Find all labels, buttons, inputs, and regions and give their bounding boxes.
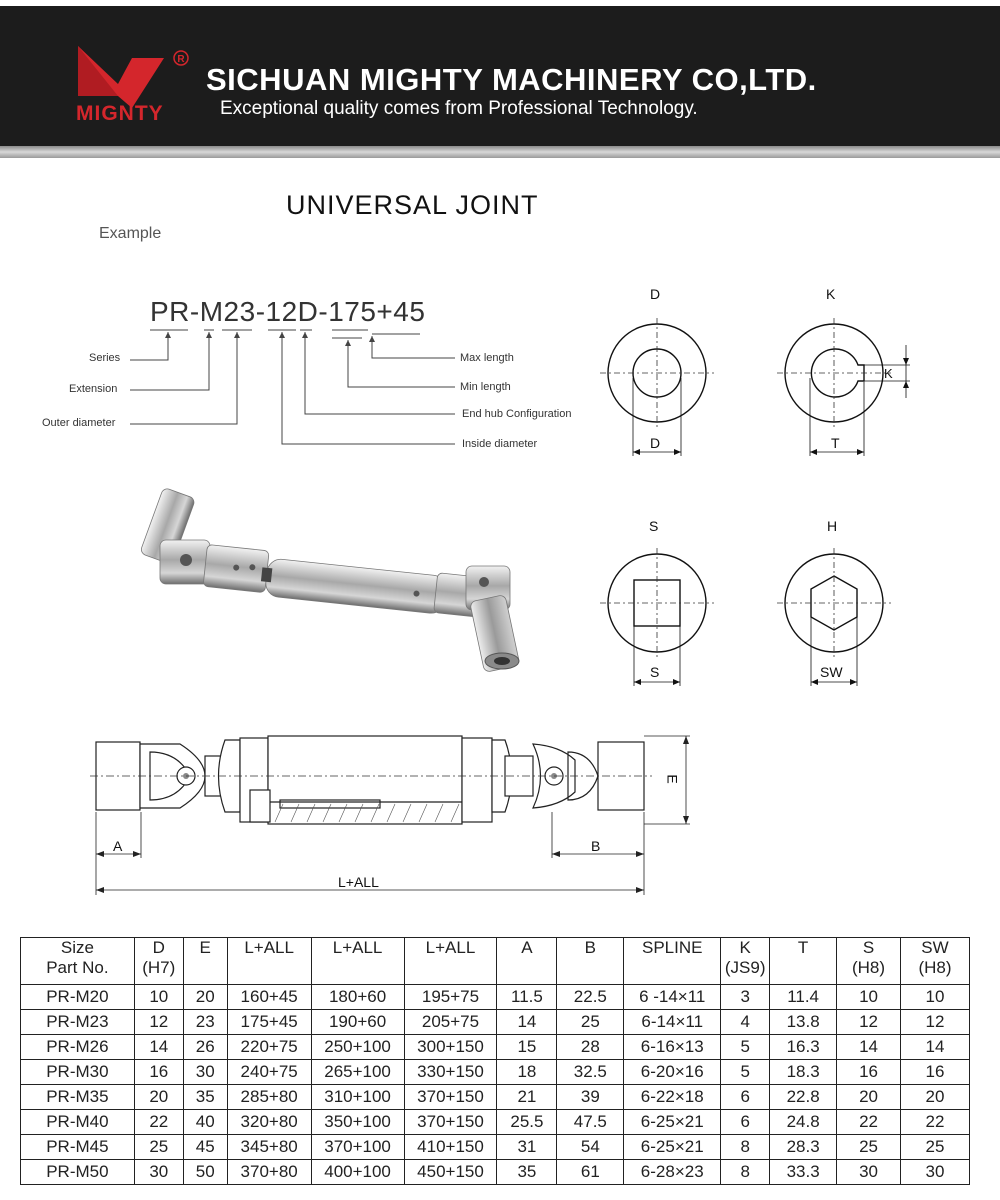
table-cell: 16.3 xyxy=(770,1035,837,1060)
label-extension: Extension xyxy=(69,383,118,395)
table-cell: 5 xyxy=(721,1035,770,1060)
header-cell: L+ALL xyxy=(227,938,311,985)
table-cell: 345+80 xyxy=(227,1135,311,1160)
table-row xyxy=(21,1060,970,1085)
header-cell: K (JS9) xyxy=(721,938,770,985)
table-cell: 6-25×21 xyxy=(624,1110,721,1135)
table-cell: 26 xyxy=(183,1035,227,1060)
table-cell: 8 xyxy=(721,1135,770,1160)
table-cell: 22.5 xyxy=(557,985,624,1010)
table-row xyxy=(21,1110,970,1135)
table-row xyxy=(21,1085,970,1110)
table-cell: 23 xyxy=(183,1010,227,1035)
table-cell: 6 -14×11 xyxy=(624,985,721,1010)
table-cell: 35 xyxy=(183,1085,227,1110)
company-name: SICHUAN MIGHTY MACHINERY CO,LTD. xyxy=(206,62,817,97)
header-cell: T xyxy=(770,938,837,985)
table-cell: 370+150 xyxy=(404,1110,497,1135)
table-cell: 16 xyxy=(900,1060,969,1085)
part-number-cell: PR-M50 xyxy=(21,1160,135,1185)
drawing-label-length: L+ALL xyxy=(338,874,379,890)
header-divider xyxy=(0,146,1000,158)
table-cell: 20 xyxy=(900,1085,969,1110)
table-cell: 285+80 xyxy=(227,1085,311,1110)
table-cell: 22 xyxy=(134,1110,183,1135)
part-number-cell: PR-M23 xyxy=(21,1010,135,1035)
table-row xyxy=(21,1035,970,1060)
table-cell: 370+80 xyxy=(227,1160,311,1185)
table-cell: 12 xyxy=(900,1010,969,1035)
table-row xyxy=(21,1135,970,1160)
table-cell: 25 xyxy=(900,1135,969,1160)
label-min-length: Min length xyxy=(460,381,511,393)
label-end-hub-configuration: End hub Configuration xyxy=(462,408,572,420)
header-cell: E xyxy=(183,938,227,985)
label-outer-diameter: Outer diameter xyxy=(42,417,116,429)
part-number-cell: PR-M30 xyxy=(21,1060,135,1085)
table-cell: 21 xyxy=(497,1085,557,1110)
table-cell: 13.8 xyxy=(770,1010,837,1035)
table-cell: 205+75 xyxy=(404,1010,497,1035)
table-cell: 16 xyxy=(134,1060,183,1085)
header-cell: B xyxy=(557,938,624,985)
table-cell: 14 xyxy=(900,1035,969,1060)
table-cell: 25 xyxy=(557,1010,624,1035)
table-cell: 10 xyxy=(134,985,183,1010)
table-cell: 180+60 xyxy=(311,985,404,1010)
header-cell: Size Part No. xyxy=(21,938,135,985)
table-cell: 24.8 xyxy=(770,1110,837,1135)
table-cell: 25 xyxy=(134,1135,183,1160)
table-cell: 370+100 xyxy=(311,1135,404,1160)
table-cell: 30 xyxy=(837,1160,901,1185)
table-cell: 22 xyxy=(900,1110,969,1135)
bore-type-s-dim: S xyxy=(650,664,660,680)
table-header-row xyxy=(21,938,970,985)
table-cell: 18.3 xyxy=(770,1060,837,1085)
header-cell: SPLINE xyxy=(624,938,721,985)
table-cell: 15 xyxy=(497,1035,557,1060)
table-row xyxy=(21,985,970,1010)
table-cell: 6 xyxy=(721,1085,770,1110)
table-cell: 39 xyxy=(557,1085,624,1110)
table-cell: 6-16×13 xyxy=(624,1035,721,1060)
table-cell: 14 xyxy=(497,1010,557,1035)
table-cell: 20 xyxy=(134,1085,183,1110)
table-cell: 10 xyxy=(837,985,901,1010)
table-cell: 220+75 xyxy=(227,1035,311,1060)
table-row xyxy=(21,1010,970,1035)
table-cell: 265+100 xyxy=(311,1060,404,1085)
header-cell: D (H7) xyxy=(134,938,183,985)
table-cell: 5 xyxy=(721,1060,770,1085)
table-cell: 32.5 xyxy=(557,1060,624,1085)
table-cell: 300+150 xyxy=(404,1035,497,1060)
table-cell: 50 xyxy=(183,1160,227,1185)
bore-type-h-dim: SW xyxy=(820,664,843,680)
table-cell: 160+45 xyxy=(227,985,311,1010)
label-series: Series xyxy=(89,352,121,364)
drawing-label-b: B xyxy=(591,838,601,854)
table-cell: 3 xyxy=(721,985,770,1010)
table-cell: 11.4 xyxy=(770,985,837,1010)
table-cell: 175+45 xyxy=(227,1010,311,1035)
table-cell: 22.8 xyxy=(770,1085,837,1110)
table-cell: 47.5 xyxy=(557,1110,624,1135)
table-cell: 20 xyxy=(183,985,227,1010)
table-cell: 350+100 xyxy=(311,1110,404,1135)
table-cell: 30 xyxy=(183,1060,227,1085)
page-title: UNIVERSAL JOINT xyxy=(286,190,539,220)
table-cell: 31 xyxy=(497,1135,557,1160)
table-cell: 250+100 xyxy=(311,1035,404,1060)
table-cell: 195+75 xyxy=(404,985,497,1010)
table-cell: 8 xyxy=(721,1160,770,1185)
table-cell: 310+100 xyxy=(311,1085,404,1110)
label-inside-diameter: Inside diameter xyxy=(462,438,538,450)
example-code: PR-M23-12D-175+45 xyxy=(150,296,426,327)
header-cell: S (H8) xyxy=(837,938,901,985)
table-cell: 16 xyxy=(837,1060,901,1085)
table-cell: 330+150 xyxy=(404,1060,497,1085)
table-cell: 320+80 xyxy=(227,1110,311,1135)
table-cell: 30 xyxy=(900,1160,969,1185)
logo-text: MIGNTY xyxy=(76,102,164,125)
header-cell: L+ALL xyxy=(311,938,404,985)
bore-type-d-title: D xyxy=(650,286,661,302)
table-cell: 4 xyxy=(721,1010,770,1035)
example-heading: Example xyxy=(99,225,162,242)
table-cell: 28 xyxy=(557,1035,624,1060)
table-cell: 28.3 xyxy=(770,1135,837,1160)
company-slogan: Exceptional quality comes from Professional Technology. xyxy=(220,98,698,119)
bore-type-k-dim-t: T xyxy=(831,435,840,451)
part-number-cell: PR-M45 xyxy=(21,1135,135,1160)
table-cell: 6-22×18 xyxy=(624,1085,721,1110)
part-number-cell: PR-M35 xyxy=(21,1085,135,1110)
table-cell: 6-28×23 xyxy=(624,1160,721,1185)
table-cell: 450+150 xyxy=(404,1160,497,1185)
table-cell: 6 xyxy=(721,1110,770,1135)
part-number-cell: PR-M26 xyxy=(21,1035,135,1060)
bore-type-s-title: S xyxy=(649,518,659,534)
table-cell: 25.5 xyxy=(497,1110,557,1135)
table-cell: 6-25×21 xyxy=(624,1135,721,1160)
spec-table xyxy=(20,937,970,1185)
table-cell: 22 xyxy=(837,1110,901,1135)
bore-type-k-dim-k: K xyxy=(884,366,893,381)
header-cell: SW (H8) xyxy=(900,938,969,985)
table-cell: 18 xyxy=(497,1060,557,1085)
table-cell: 6-14×11 xyxy=(624,1010,721,1035)
table-cell: 410+150 xyxy=(404,1135,497,1160)
table-cell: 33.3 xyxy=(770,1160,837,1185)
table-cell: 54 xyxy=(557,1135,624,1160)
label-max-length: Max length xyxy=(460,352,514,364)
table-cell: 370+150 xyxy=(404,1085,497,1110)
part-number-cell: PR-M40 xyxy=(21,1110,135,1135)
table-cell: 20 xyxy=(837,1085,901,1110)
drawing-label-e: E xyxy=(664,774,681,784)
table-cell: 10 xyxy=(900,985,969,1010)
table-cell: 14 xyxy=(837,1035,901,1060)
header-cell: L+ALL xyxy=(404,938,497,985)
table-cell: 35 xyxy=(497,1160,557,1185)
bore-type-k-title: K xyxy=(826,286,836,302)
part-number-cell: PR-M20 xyxy=(21,985,135,1010)
table-cell: 190+60 xyxy=(311,1010,404,1035)
table-cell: 12 xyxy=(837,1010,901,1035)
table-cell: 25 xyxy=(837,1135,901,1160)
table-cell: 6-20×16 xyxy=(624,1060,721,1085)
drawing-label-a: A xyxy=(113,838,123,854)
svg-text:R: R xyxy=(177,54,185,65)
table-cell: 11.5 xyxy=(497,985,557,1010)
bore-type-d-dim: D xyxy=(650,435,661,451)
table-row xyxy=(21,1160,970,1185)
table-cell: 61 xyxy=(557,1160,624,1185)
table-cell: 40 xyxy=(183,1110,227,1135)
table-cell: 14 xyxy=(134,1035,183,1060)
table-cell: 240+75 xyxy=(227,1060,311,1085)
table-cell: 12 xyxy=(134,1010,183,1035)
bore-type-h-title: H xyxy=(827,518,838,534)
table-cell: 30 xyxy=(134,1160,183,1185)
table-cell: 400+100 xyxy=(311,1160,404,1185)
header-banner xyxy=(0,6,1000,146)
table-cell: 45 xyxy=(183,1135,227,1160)
header-cell: A xyxy=(497,938,557,985)
